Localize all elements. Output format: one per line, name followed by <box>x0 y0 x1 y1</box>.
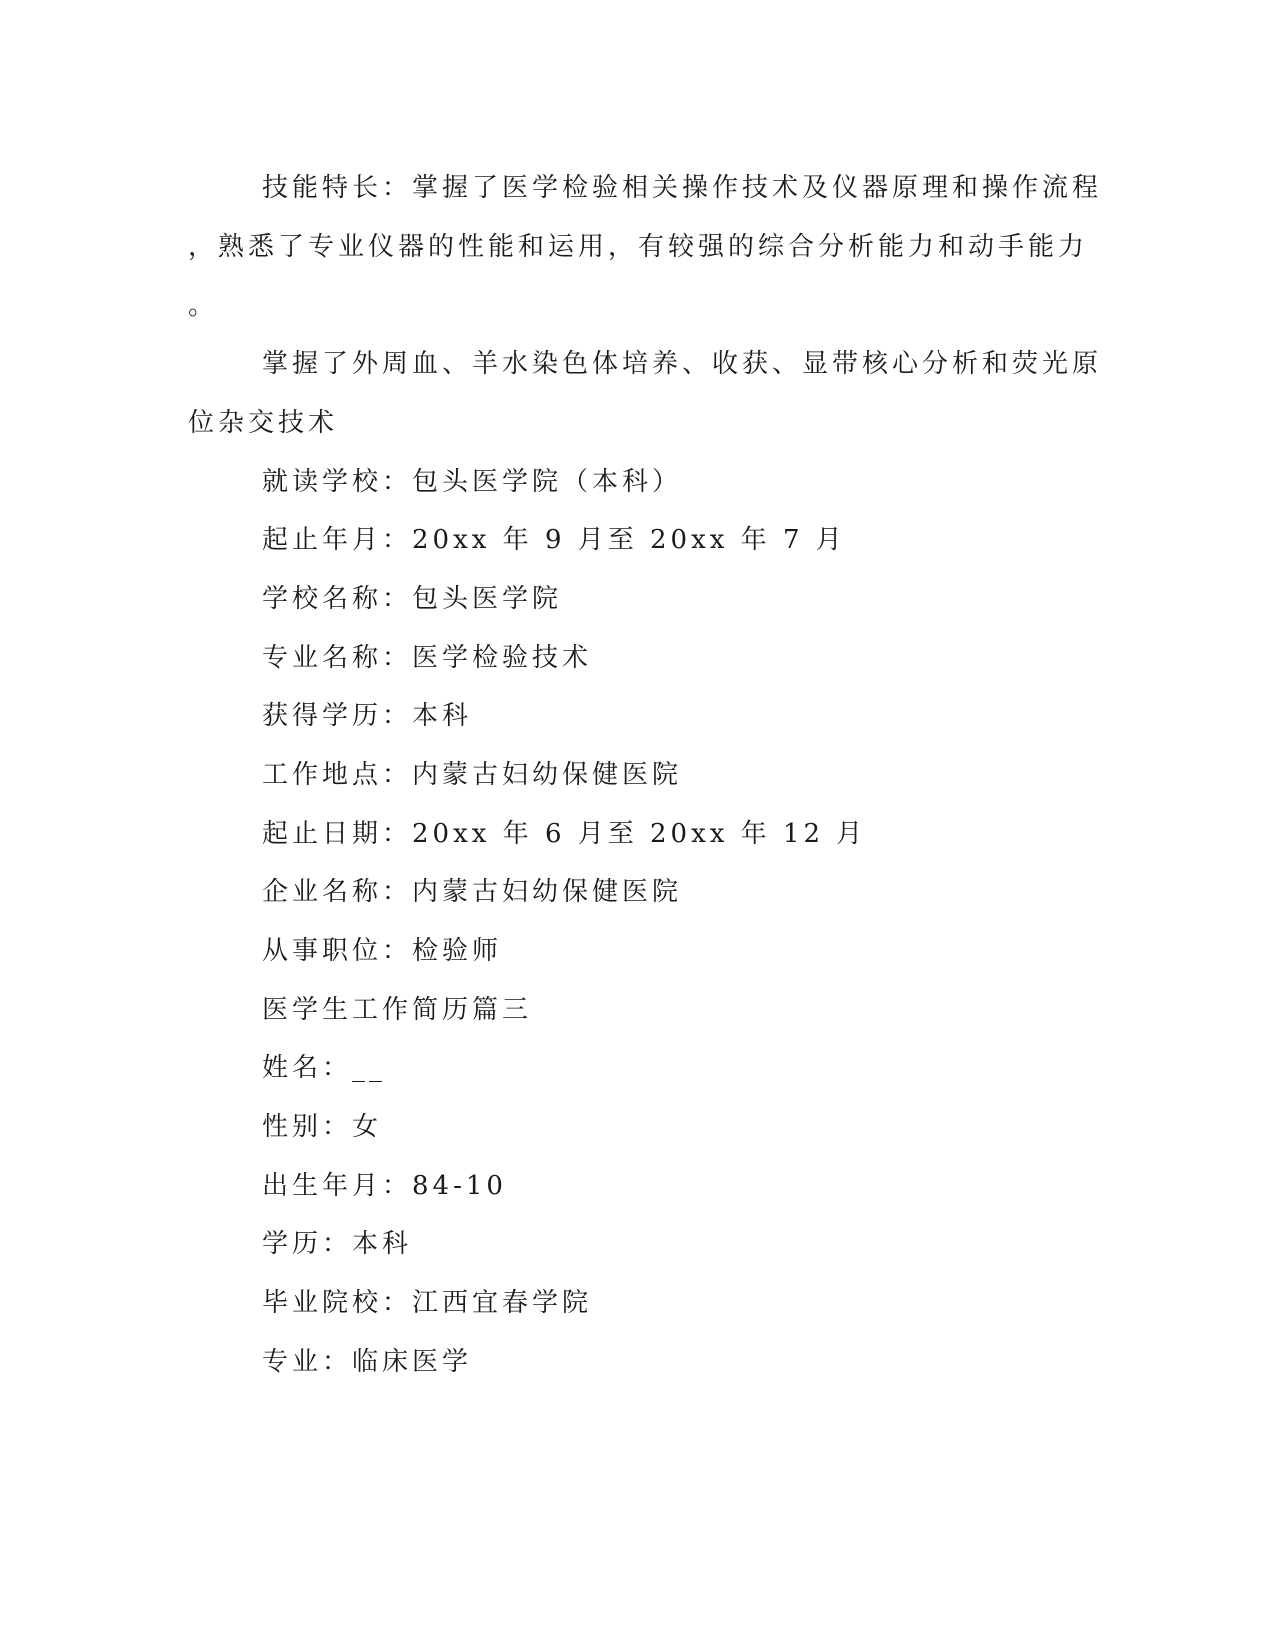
entry-company-name: 企业名称：内蒙古妇幼保健医院 <box>262 877 683 907</box>
techniques-paragraph-line-1: 掌握了外周血、羊水染色体培养、收获、显带核心分析和荧光原 <box>262 349 1103 379</box>
entry-position: 从事职位：检验师 <box>262 936 503 966</box>
entry-study-period: 起止年月：20xx 年 9 月至 20xx 年 7 月 <box>262 525 846 555</box>
entry-school-name: 学校名称：包头医学院 <box>262 584 563 614</box>
techniques-paragraph-line-2: 位杂交技术 <box>188 408 339 438</box>
entry-gender: 性别：女 <box>262 1112 383 1142</box>
entry-major: 专业：临床医学 <box>262 1347 473 1377</box>
entry-birth-date: 出生年月：84-10 <box>262 1171 507 1201</box>
entry-work-location: 工作地点：内蒙古妇幼保健医院 <box>262 760 683 790</box>
entry-degree: 获得学历：本科 <box>262 701 473 731</box>
entry-name: 姓名：__ <box>262 1053 387 1083</box>
skills-paragraph-line-3: 。 <box>188 291 219 321</box>
entry-graduated-school: 毕业院校：江西宜春学院 <box>262 1288 593 1318</box>
section-heading: 医学生工作简历篇三 <box>262 995 533 1025</box>
skills-paragraph-line-1: 技能特长：掌握了医学检验相关操作技术及仪器原理和操作流程 <box>262 173 1103 203</box>
entry-work-period: 起止日期：20xx 年 6 月至 20xx 年 12 月 <box>262 819 867 849</box>
skills-paragraph-line-2: ，熟悉了专业仪器的性能和运用，有较强的综合分析能力和动手能力 <box>188 232 1089 262</box>
entry-major-name: 专业名称：医学检验技术 <box>262 643 593 673</box>
entry-school: 就读学校：包头医学院（本科） <box>262 467 683 497</box>
entry-education: 学历：本科 <box>262 1229 413 1259</box>
